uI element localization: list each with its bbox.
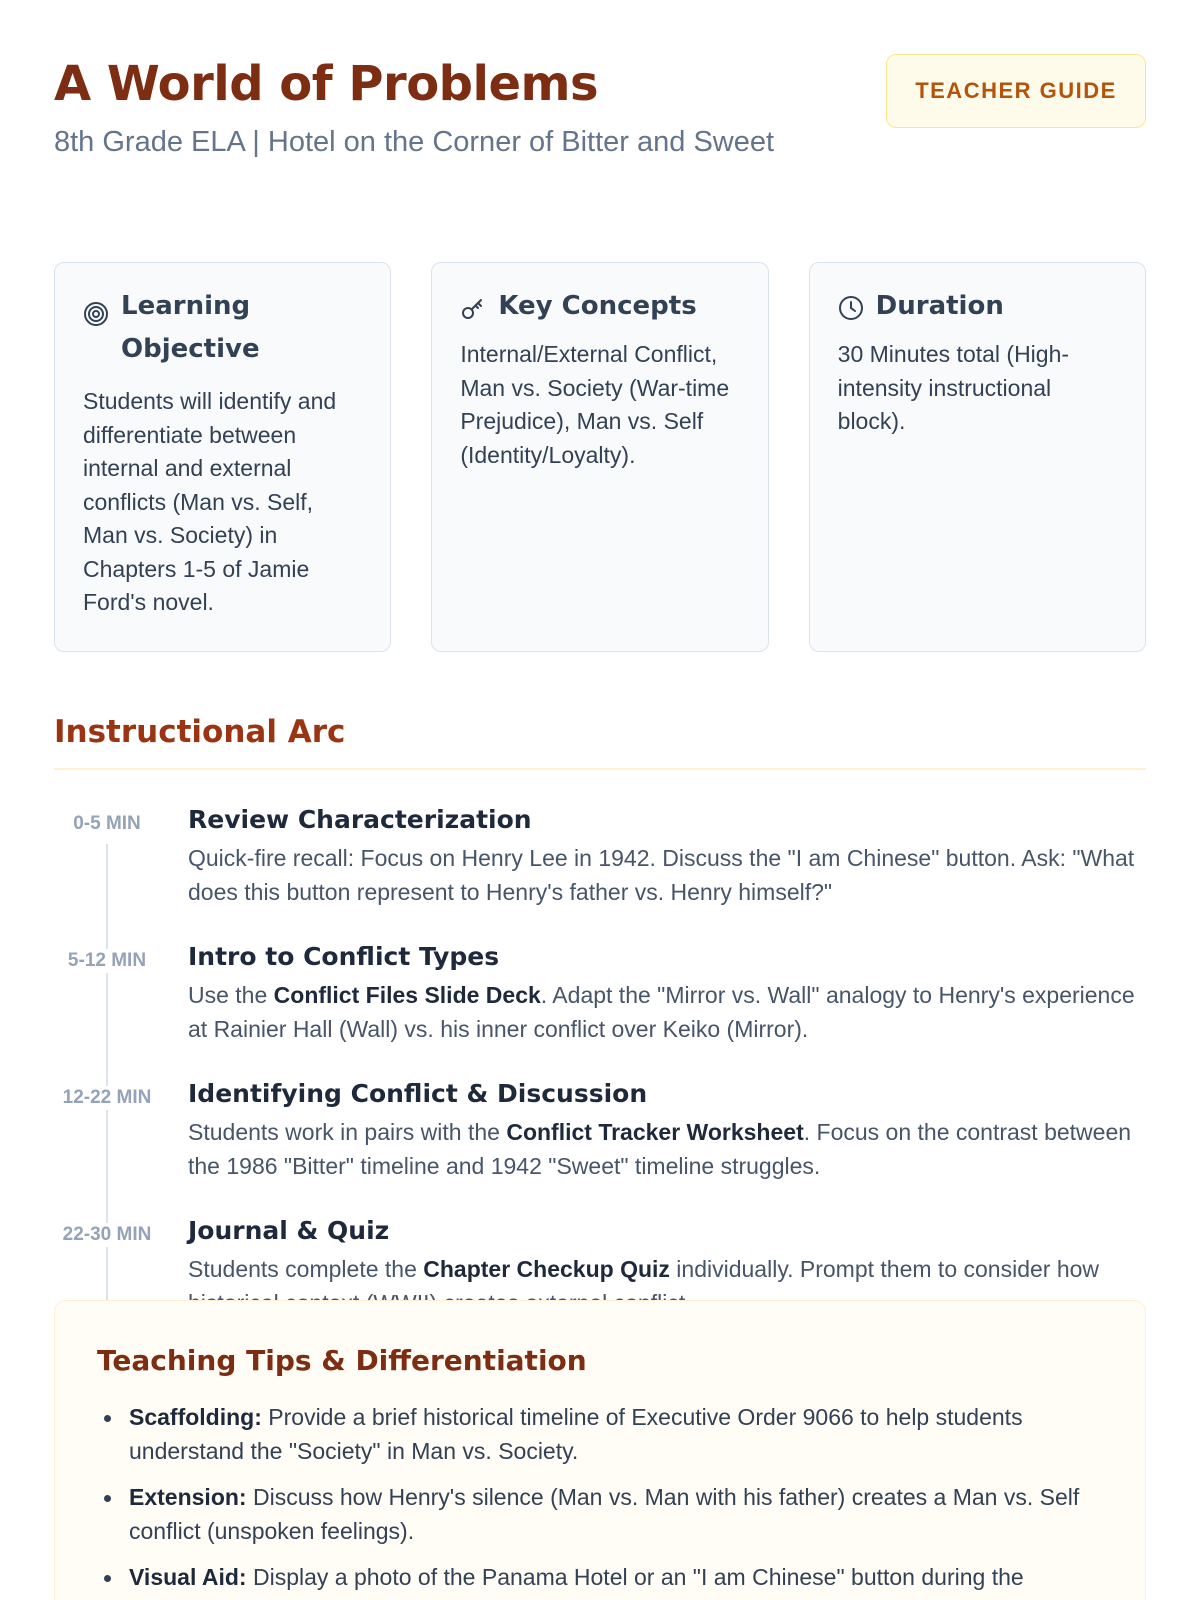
header	[54, 54, 1146, 204]
tips-list	[97, 1401, 1105, 1595]
teaching-tips-panel	[54, 1300, 1146, 1600]
timeline-time: 22-30 MIN	[54, 1223, 160, 1247]
list-item: Scaffolding: Provide a brief historical timeline of Executive Order 9066 to help students understand the "Society" in Man vs. Society.	[97, 1401, 1105, 1468]
timeline-time: 12-22 MIN	[54, 1086, 160, 1110]
instructional-arc-heading: Instructional Arc	[54, 714, 346, 750]
timeline-title: Identifying Conflict & Discussion	[188, 1079, 648, 1108]
timeline-title: Review Characterization	[188, 805, 532, 834]
key-concepts-card	[431, 262, 768, 652]
timeline-text: Students complete the Chapter Checkup Quiz individually. Prompt them to consider how	[188, 1256, 1100, 1282]
card-body: Internal/External Conflict, Man vs. Society (War-time Prejudice), Man vs. Self (Identity/Loyalty).	[460, 341, 730, 468]
card-title: Duration	[875, 291, 1004, 321]
timeline-text: Use the Conflict Files Slide Deck. Adapt the "Mirror vs. Wall" analogy to Henry's experience at Rainier Hall (Wall) vs. his inner conflict over Keiko (Mirror).	[188, 982, 1135, 1042]
timeline-item	[54, 1078, 1146, 1215]
page-subtitle: 8th Grade ELA | Hotel on the Corner of Bitter and Sweet	[54, 126, 775, 158]
timeline-text: Quick-fire recall: Focus on Henry Lee in 1942. Discuss the "I am Chinese" button. Ask: "What does this button represent to Henry's father vs. Henry himself?"	[188, 845, 1135, 905]
timeline-time: 0-5 MIN	[54, 812, 160, 836]
learning-objective-card	[54, 262, 391, 652]
list-item: Extension: Discuss how Henry's silence (Man vs. Man with his father) creates a Man vs. Self conflict (unspoken feelings).	[97, 1481, 1105, 1548]
timeline	[54, 804, 1146, 1352]
divider	[54, 768, 1146, 770]
card-title: Key Concepts	[498, 291, 697, 321]
card-body: Students will identify and differentiate between internal and external conflicts (Man vs. Self, Man vs. Society) in Chapters 1-5 of Jamie Ford's novel.	[83, 388, 337, 615]
target-icon	[83, 301, 109, 327]
timeline-title: Journal & Quiz	[188, 1216, 390, 1245]
duration-card	[809, 262, 1146, 652]
timeline-title: Intro to Conflict Types	[188, 942, 500, 971]
timeline-item	[54, 804, 1146, 941]
page-title: A World of Problems	[54, 56, 599, 112]
card-title: Learning Objective	[121, 291, 260, 364]
timeline-item	[54, 941, 1146, 1078]
teacher-guide-badge: TEACHER GUIDE	[886, 54, 1146, 128]
tips-heading: Teaching Tips & Differentiation	[97, 1344, 587, 1377]
list-item: Visual Aid: Display a photo of the Panama Hotel or an "I am Chinese" button during the	[97, 1561, 1105, 1595]
clock-icon	[838, 295, 864, 321]
timeline-time: 5-12 MIN	[54, 949, 160, 973]
key-icon	[460, 295, 486, 321]
card-body: 30 Minutes total (High-intensity instructional block).	[837, 341, 1070, 434]
overview-cards	[54, 262, 1146, 652]
timeline-text: Students work in pairs with the Conflict Tracker Worksheet. Focus on the contrast between the 1986 "Bitter" timeline and 1942 "Sweet" timeline struggles.	[188, 1119, 1132, 1179]
